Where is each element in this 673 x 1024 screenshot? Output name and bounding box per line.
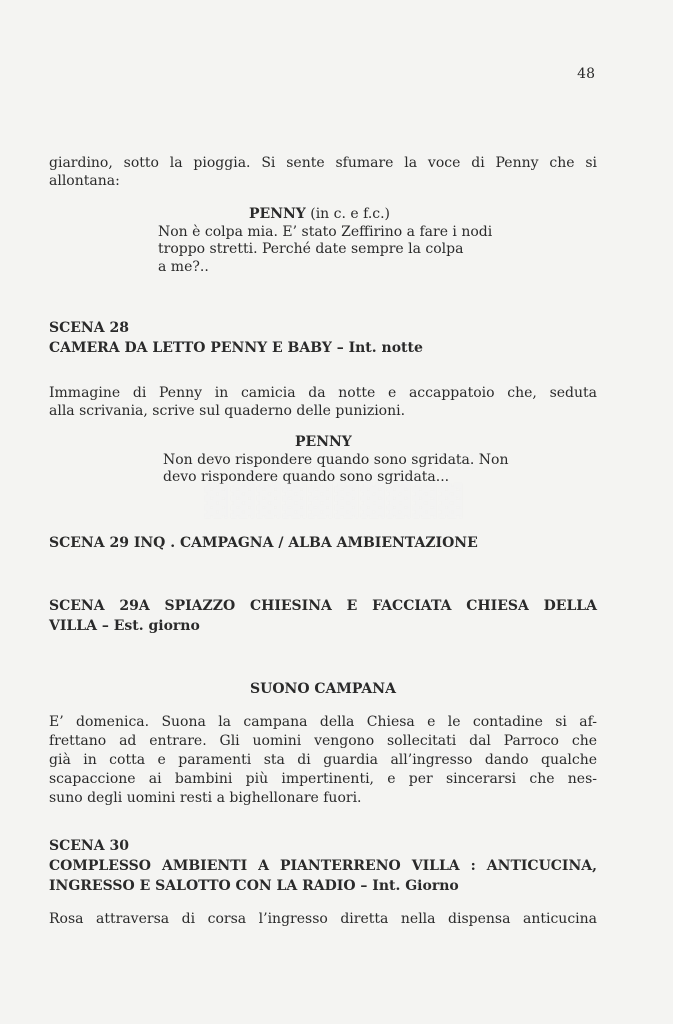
- scene-title: INGRESSO E SALOTTO CON LA RADIO – Int. Giorno: [49, 878, 459, 894]
- text-line: alla scrivania, scrive sul quaderno delle punizioni.: [49, 403, 406, 419]
- scene-heading: [49, 533, 597, 553]
- dialogue-line: troppo stretti. Perché date sempre la colpa: [158, 241, 464, 257]
- paragraph-domenica: [49, 713, 597, 808]
- paragraph-rosa: [49, 910, 597, 928]
- sound-heading: SUONO CAMPANA: [250, 681, 396, 697]
- dialogue-line: a me?..: [158, 258, 209, 275]
- text-line: già in cotta e paramenti sta di guardia all’ingresso dando qualche: [49, 752, 597, 768]
- scene-title: VILLA – Est. giorno: [49, 618, 200, 634]
- text-line: allontana:: [49, 173, 120, 189]
- page-number: 48: [577, 66, 595, 82]
- dialogue-line: devo rispondere quando sono sgridata...: [163, 469, 450, 485]
- text-line: suno degli uomini resti a bighellonare fuori.: [49, 790, 362, 806]
- scene-heading: [49, 318, 597, 358]
- scene-title: CAMERA DA LETTO PENNY E BABY – Int. notte: [49, 340, 423, 356]
- scene-title: SCENA 29A SPIAZZO CHIESINA E FACCIATA CHIESA DELLA: [49, 598, 597, 614]
- scene-number: SCENA 30: [49, 838, 129, 854]
- speaker-line: [158, 206, 558, 224]
- scene-title: COMPLESSO AMBIENTI A PIANTERRENO VILLA : ANTICUCINA,: [49, 858, 597, 874]
- scene-heading: [49, 596, 597, 636]
- speaker-name: PENNY: [295, 434, 352, 450]
- speaker-note: (in c. e f.c.): [305, 206, 391, 222]
- scene-title: SCENA 29 INQ . CAMPAGNA / ALBA AMBIENTAZIONE: [49, 535, 478, 551]
- text-line: frettano ad entrare. Gli uomini vengono sollecitati dal Parroco che: [49, 733, 597, 749]
- scene-number: SCENA 28: [49, 320, 129, 336]
- text-line: scapaccione ai bambini più impertinenti, e per sincerarsi che nes-: [49, 771, 597, 787]
- watermark: ▓▓▓▓▓▓▓▓▓▓: [204, 484, 466, 519]
- paragraph-giardino: [49, 154, 597, 190]
- paragraph-immagine: [49, 384, 597, 420]
- dialogue-line: Non devo rispondere quando sono sgridata. Non: [163, 451, 509, 468]
- text-line: Rosa attraversa di corsa l’ingresso diretta nella dispensa anticucina: [49, 911, 597, 927]
- scene-heading: [49, 836, 597, 896]
- speaker-name: PENNY: [249, 206, 306, 222]
- dialogue-line: Non è colpa mia. E’ stato Zeffirino a fare i nodi: [158, 223, 493, 240]
- text-line: giardino, sotto la pioggia. Si sente sfumare la voce di Penny che si: [49, 155, 597, 171]
- dialogue-block: [158, 206, 558, 276]
- text-line: E’ domenica. Suona la campana della Chiesa e le contadine si af-: [49, 714, 597, 730]
- text-line: Immagine di Penny in camicia da notte e accappatoio che, seduta: [49, 385, 597, 401]
- speaker-line: [163, 434, 563, 452]
